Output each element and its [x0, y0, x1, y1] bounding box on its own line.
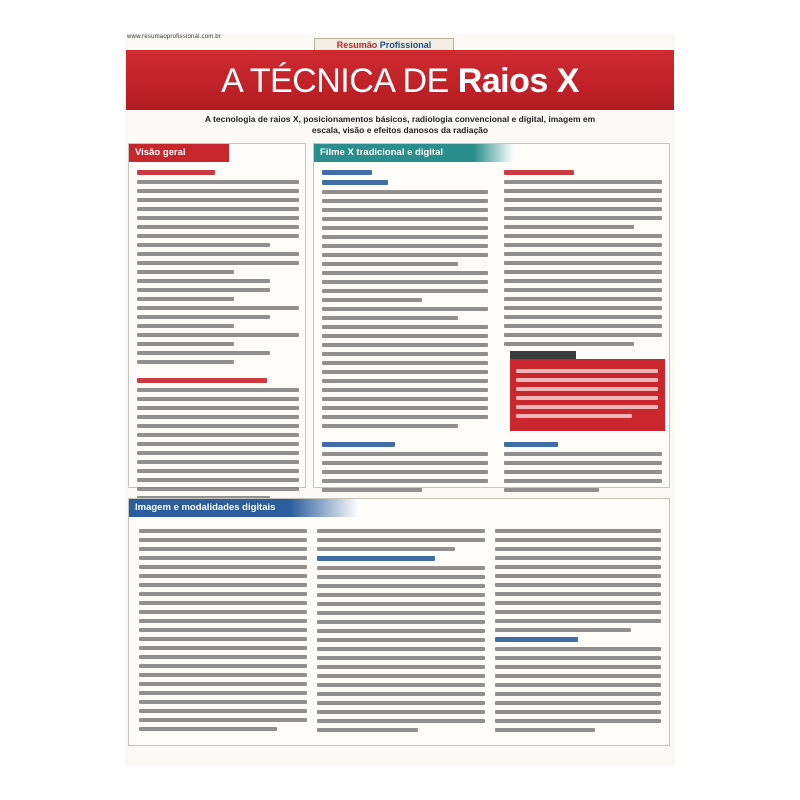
brand-tab-part2: Profissional — [379, 40, 432, 50]
section-filme-col2-lower — [504, 442, 662, 497]
section-imagem-col3 — [495, 529, 661, 737]
section-visao-geral — [128, 143, 306, 488]
title-prefix: A TÉCNICA DE — [221, 62, 449, 100]
site-url: www.resumaoprofissional.com.br — [127, 34, 222, 40]
section-imagem-digital — [128, 498, 670, 746]
brand-tab-part1: Resumão — [336, 40, 378, 50]
section-filme-title: Filme X tradicional e digital — [314, 144, 514, 162]
section-filme-col1 — [322, 170, 488, 497]
page-subtitle: A tecnologia de raios X, posicionamentos básicos, radiologia convencional e digital, imagem em escala, visão e efeitos danosos da radiação — [204, 114, 596, 135]
section-imagem-digital-title: Imagem e modalidades digitais — [129, 499, 359, 517]
section-visao-geral-title: Visão geral — [129, 144, 229, 162]
section-imagem-col1 — [139, 529, 307, 736]
title-banner — [126, 50, 674, 110]
section-filme — [313, 143, 670, 488]
section-filme-col2 — [504, 170, 662, 351]
page-title — [126, 62, 674, 101]
section-visao-geral-body — [137, 170, 299, 505]
title-emphasis: Raios X — [457, 62, 579, 100]
section-imagem-col2 — [317, 529, 485, 737]
highlight-box — [510, 359, 665, 431]
